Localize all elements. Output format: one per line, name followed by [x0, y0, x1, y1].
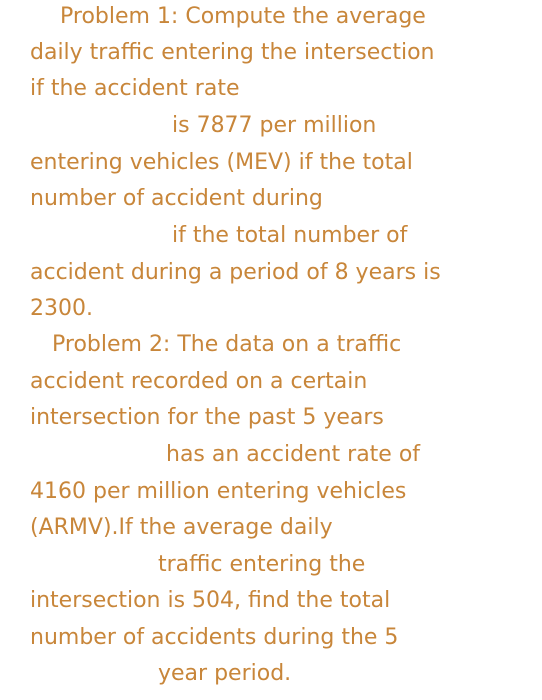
text-line: 2300.	[30, 296, 93, 321]
text-line: accident during a period of 8 years is	[30, 260, 441, 285]
text-line: is 7877 per million	[172, 113, 377, 138]
text-line: if the total number of	[172, 223, 408, 248]
text-line: has an accident rate of	[166, 442, 421, 467]
text-line: accident recorded on a certain	[30, 369, 368, 394]
text-line: year period.	[158, 661, 292, 686]
text-line: (ARMV).If the average daily	[30, 515, 333, 540]
text-line: 4160 per million entering vehicles	[30, 479, 407, 504]
text-line: intersection is 504, find the total	[30, 588, 391, 613]
text-line: Problem 2: The data on a traffic	[52, 332, 402, 357]
text-line: daily traffic entering the intersection	[30, 40, 435, 65]
text-line: traffic entering the	[158, 552, 366, 577]
text-line: Problem 1: Compute the average	[60, 4, 426, 29]
text-line: entering vehicles (MEV) if the total	[30, 150, 413, 175]
text-line: intersection for the past 5 years	[30, 405, 384, 430]
text-line: if the accident rate	[30, 76, 240, 101]
text-line: number of accidents during the 5	[30, 625, 399, 650]
text-line: number of accident during	[30, 186, 323, 211]
